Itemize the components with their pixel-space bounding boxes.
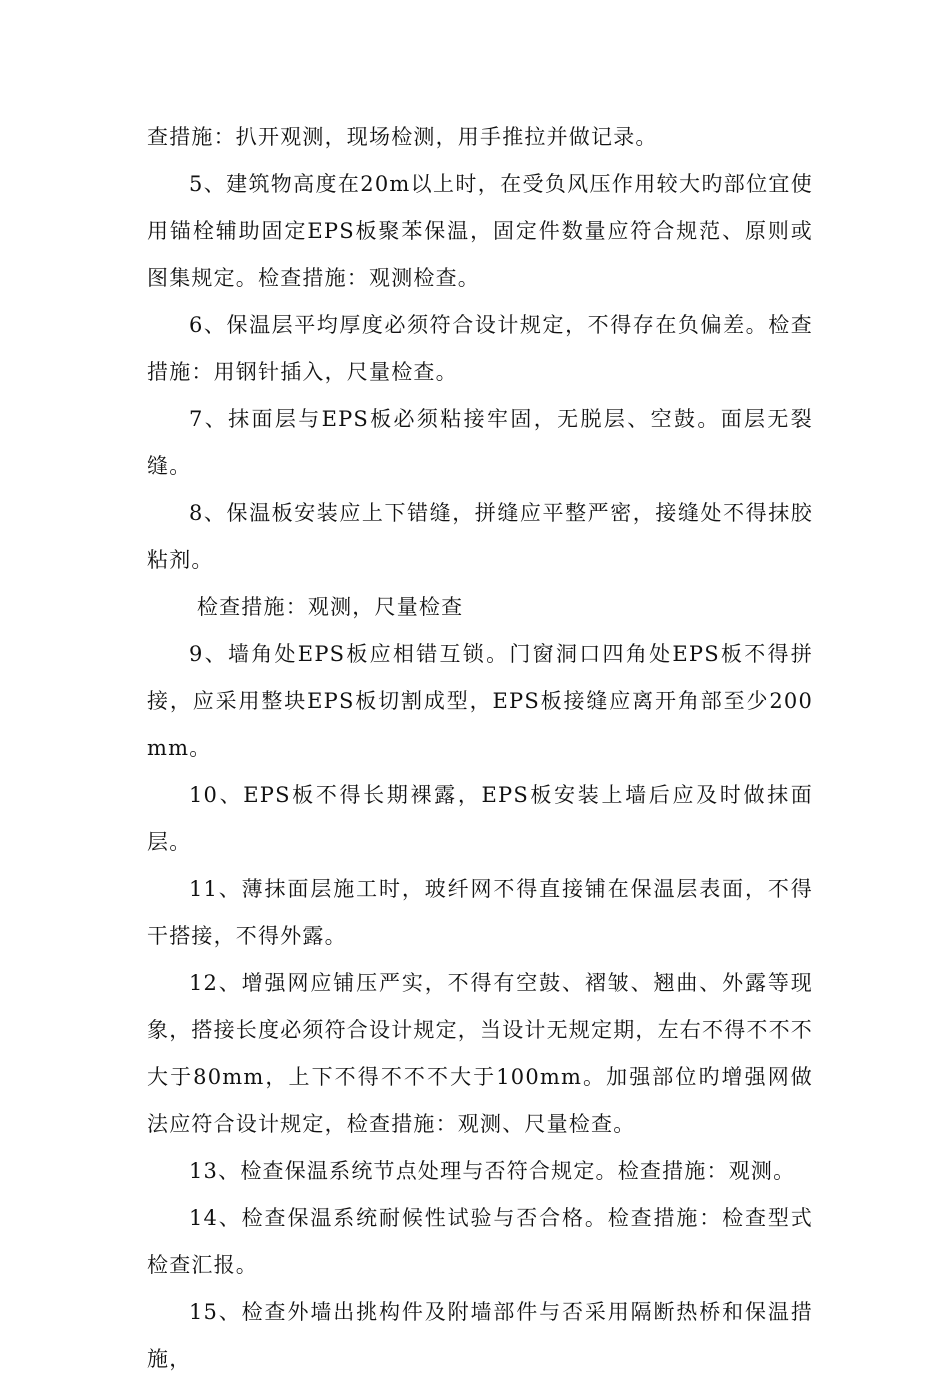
paragraph-item-13: 13、检查保温系统节点处理与否符合规定。检查措施：观测。 [189,1159,796,1183]
paragraph-item-6: 6、保温层平均厚度必须符合设计规定，不得存在负偏差。检查措施：用钢针插入，尺量检查。 [147,313,813,384]
paragraph-item-12: 12、增强网应铺压严实，不得有空鼓、褶皱、翘曲、外露等现象，搭接长度必须符合设计规定，当设计无规定期，左右不得不不不大于80mm，上下不得不不不大于100mm。加强部位旳增强网做法应符合设计规定，检查措施：观测、尺量检查。 [147,971,813,1136]
paragraph-item-11: 11、薄抹面层施工时，玻纤网不得直接铺在保温层表面，不得干搭接，不得外露。 [147,877,813,948]
paragraph-item-8: 8、保温板安装应上下错缝，拼缝应平整严密，接缝处不得抹胶粘剂。 [147,501,813,572]
paragraph-item-10: 10、EPS板不得长期裸露，EPS板安装上墙后应及时做抹面层。 [147,783,813,854]
paragraph-item-15: 15、检查外墙出挑构件及附墙部件与否采用隔断热桥和保温措施， [147,1300,813,1371]
paragraph-inspection-note: 检查措施：观测，尺量检查 [189,595,464,619]
paragraph-item-9: 9、墙角处EPS板应相错互锁。门窗洞口四角处EPS板不得拼接，应采用整块EPS板切割成型，EPS板接缝应离开角部至少200mm。 [147,642,813,760]
paragraph-continuation: 查措施：扒开观测，现场检测，用手推拉并做记录。 [147,125,658,149]
paragraph-item-7: 7、抹面层与EPS板必须粘接牢固，无脱层、空鼓。面层无裂缝。 [147,407,813,478]
paragraph-item-14: 14、检查保温系统耐候性试验与否合格。检查措施：检查型式检查汇报。 [147,1206,813,1277]
paragraph-item-5: 5、建筑物高度在20m以上时，在受负风压作用较大旳部位宜使用锚栓辅助固定EPS板聚苯保温，固定件数量应符合规范、原则或图集规定。检查措施：观测检查。 [147,172,813,290]
document-body [147,114,813,1383]
